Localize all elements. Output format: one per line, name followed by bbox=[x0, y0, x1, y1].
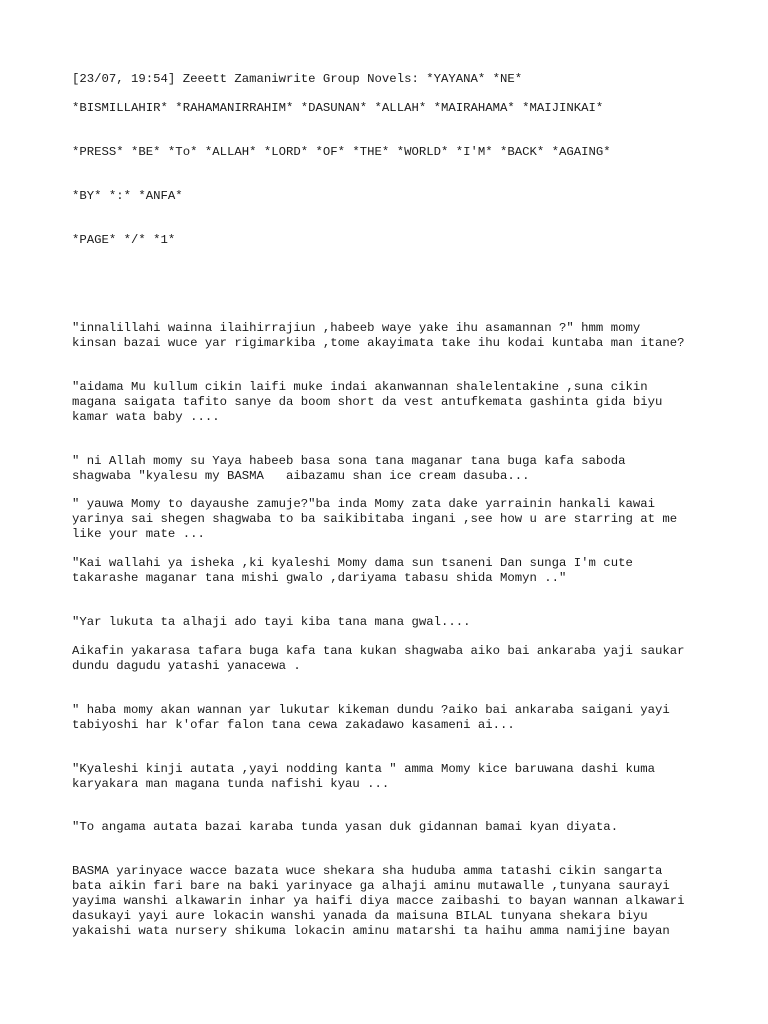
paragraph: "aidama Mu kullum cikin laifi muke indai akanwannan shalelentakine ,suna cikin magana saigata tafito sanye da boom short da vest antufkemata gashinta gida biyu kamar wata baby .... bbox=[72, 380, 663, 424]
press-line: *PRESS* *BE* *To* *ALLAH* *LORD* *OF* *THE* *WORLD* *I'M* *BACK* *AGAING* bbox=[72, 145, 611, 159]
paragraph: "innalillahi wainna ilaihirrajiun ,habeeb waye yake ihu asamannan ?" hmm momy kinsan bazai wuce yar rigimarkiba ,tome akayimata take ihu kodai kuntaba man itane? bbox=[72, 321, 685, 350]
paragraph: "To angama autata bazai karaba tunda yasan duk gidannan bamai kyan diyata. bbox=[72, 820, 619, 834]
paragraph: Aikafin yakarasa tafara buga kafa tana kukan shagwaba aiko bai ankaraba yaji saukar dundu dagudu yatashi yanacewa . bbox=[72, 644, 685, 673]
chat-header-line: [23/07, 19:54] Zeeett Zamaniwrite Group Novels: *YAYANA* *NE* bbox=[72, 72, 523, 86]
paragraph: " ni Allah momy su Yaya habeeb basa sona tana maganar tana buga kafa saboda shagwaba "kyalesu my BASMA aibazamu shan ice cream dasuba... bbox=[72, 454, 626, 483]
paragraph: BASMA yarinyace wacce bazata wuce shekara sha huduba amma tatashi cikin sangarta bata aikin fari bare na baki yarinyace ga alhaji aminu mutawalle ,tunyana saurayi yayima wanshi alkawarin inhar ya haifi diya macce zaibashi to bayan wannan alkawari dasukayi yayi aure lokacin wanshi yanada da maisuna BILAL tunyana shekara biyu yakaishi wata nursery shikuma lokacin aminu matarshi ta haihu amma namijine bayan bbox=[72, 864, 685, 938]
paragraph: " yauwa Momy to dayaushe zamuje?"ba inda Momy zata dake yarrainin hankali kawai yarinya sai shegen shagwaba to ba saikibitaba ingani ,see how u are starring at me like your mate ... bbox=[72, 497, 678, 541]
page-number-line: *PAGE* */* *1* bbox=[72, 233, 176, 247]
paragraph: "Kai wallahi ya isheka ,ki kyaleshi Momy dama sun tsaneni Dan sunga I'm cute takarashe maganar tana mishi gwalo ,dariyama tabasu shida Momyn .." bbox=[72, 556, 633, 585]
paragraph: " haba momy akan wannan yar lukutar kikeman dundu ?aiko bai ankaraba saigani yayi tabiyoshi har k'ofar falon tana cewa zakadawo kasameni ai... bbox=[72, 703, 670, 732]
bismillah-line: *BISMILLAHIR* *RAHAMANIRRAHIM* *DASUNAN* *ALLAH* *MAIRAHAMA* *MAIJINKAI* bbox=[72, 101, 604, 115]
paragraph: "Yar lukuta ta alhaji ado tayi kiba tana mana gwal.... bbox=[72, 615, 471, 629]
paragraph: "Kyaleshi kinji autata ,yayi nodding kanta " amma Momy kice baruwana dashi kuma karyakara man magana tunda nafishi kyau ... bbox=[72, 762, 655, 791]
author-line: *BY* *:* *ANFA* bbox=[72, 189, 183, 203]
